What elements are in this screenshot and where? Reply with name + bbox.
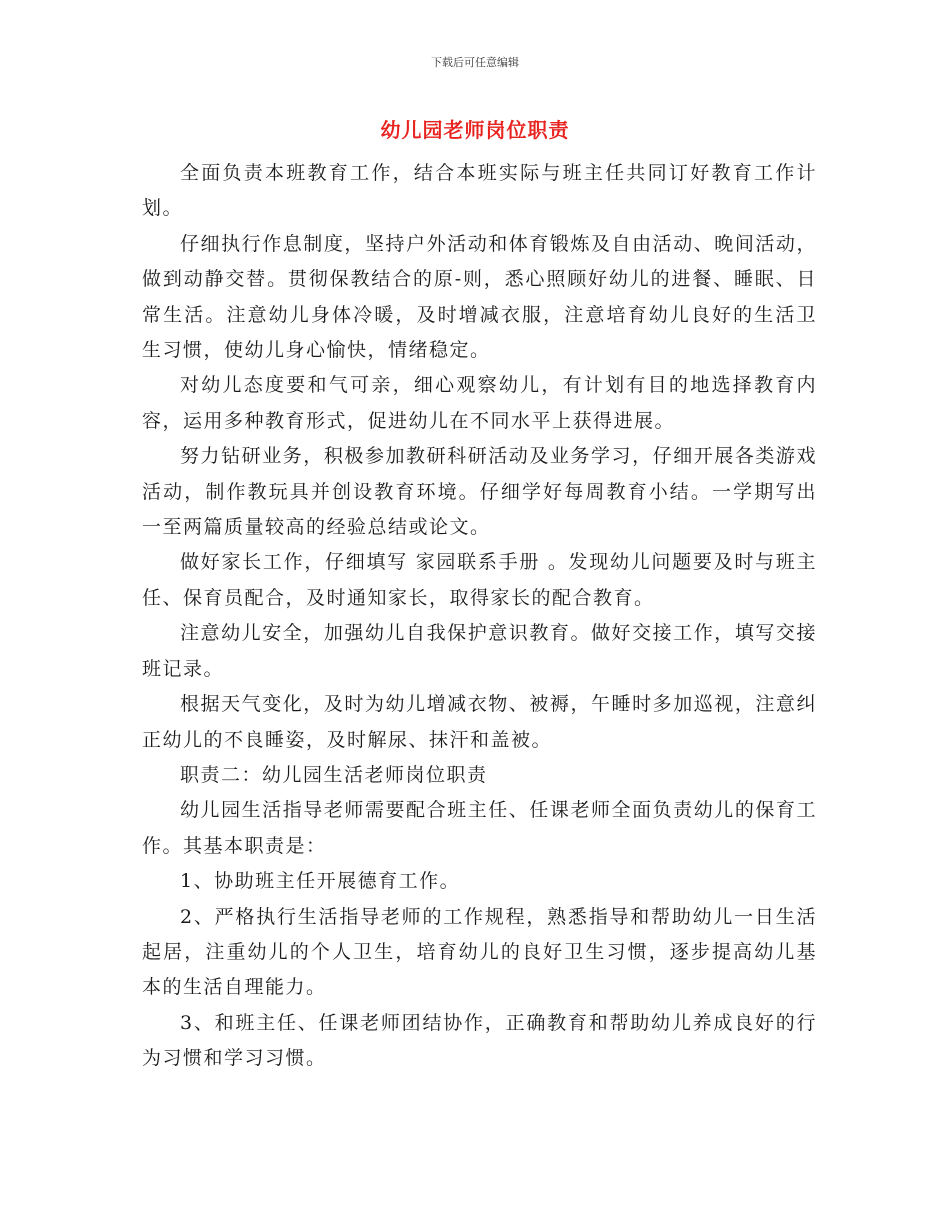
paragraph: 根据天气变化，及时为幼儿增减衣物、被褥，午睡时多加巡视，注意纠正幼儿的不良睡姿，及时解尿、抹汗和盖被。 <box>142 693 817 751</box>
paragraph: 仔细执行作息制度，坚持户外活动和体育锻炼及自由活动、晚间活动，做到动静交替。贯彻保教结合的原-则，悉心照顾好幼儿的进餐、睡眠、日常生活。注意幼儿身体冷暖，及时增减衣服，注意培育幼儿良好的生活卫生习惯，使幼儿身心愉快，情绪稳定。 <box>142 232 817 362</box>
list-item: 1、协助班主任开展德育工作。 <box>180 870 461 893</box>
paragraph: 做好家长工作，仔细填写 家园联系手册 。发现幼儿问题要及时与班主任、保育员配合，及时通知家长，取得家长的配合教育。 <box>142 551 817 609</box>
document-title: 幼儿园老师岗位职责 <box>380 118 570 142</box>
paragraph: 全面负责本班教育工作，结合本班实际与班主任共同订好教育工作计划。 <box>142 162 817 220</box>
paragraph: 幼儿园生活指导老师需要配合班主任、任课老师全面负责幼儿的保育工作。其基本职责是： <box>142 799 817 857</box>
header-note: 下载后可任意编辑 <box>431 56 519 69</box>
document-body <box>142 156 817 1077</box>
list-item: 3、和班主任、任课老师团结协作，正确教育和帮助幼儿养成良好的行为习惯和学习习惯。 <box>142 1011 817 1070</box>
paragraph: 注意幼儿安全，加强幼儿自我保护意识教育。做好交接工作，填写交接班记录。 <box>142 622 817 680</box>
section-heading: 职责二：幼儿园生活老师岗位职责 <box>180 763 488 786</box>
paragraph: 努力钻研业务，积极参加教研科研活动及业务学习，仔细开展各类游戏活动，制作教玩具并创设教育环境。仔细学好每周教育小结。一学期写出一至两篇质量较高的经验总结或论文。 <box>142 445 817 539</box>
list-item: 2、严格执行生活指导老师的工作规程，熟悉指导和帮助幼儿一日生活起居，注重幼儿的个人卫生，培育幼儿的良好卫生习惯，逐步提高幼儿基本的生活自理能力。 <box>142 905 817 999</box>
paragraph: 对幼儿态度要和气可亲，细心观察幼儿，有计划有目的地选择教育内容，运用多种教育形式，促进幼儿在不同水平上获得进展。 <box>142 374 817 432</box>
